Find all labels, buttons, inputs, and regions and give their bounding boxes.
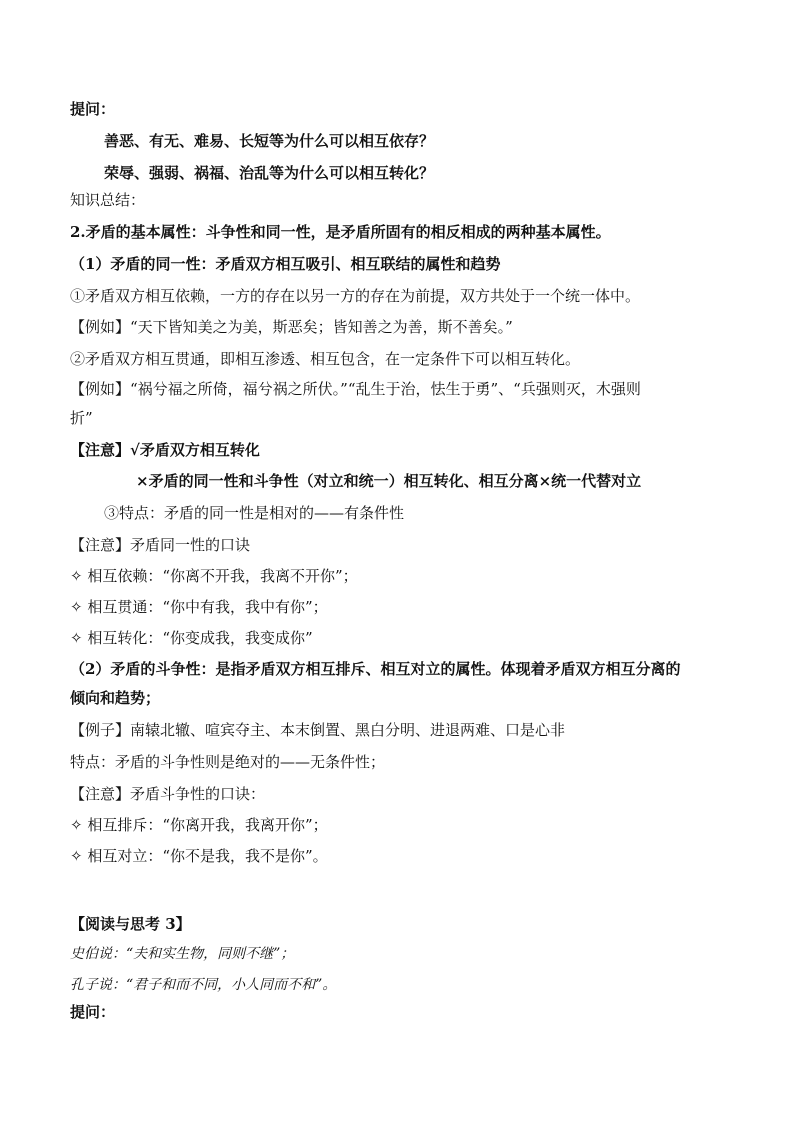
- question-item: 善恶、有无、难易、长短等为什么可以相互依存？: [104, 132, 435, 150]
- note-text: 【注意】矛盾同一性的口诀: [70, 536, 251, 554]
- note-text: ×矛盾的同一性和斗争性（对立和统一）相互转化、相互分离×统一代替对立: [136, 472, 642, 490]
- section-heading: 知识总结：: [70, 191, 146, 209]
- example-text-continued: 折”: [70, 409, 93, 427]
- example-text: 【例如】“祸兮福之所倚，福兮祸之所伏。”“乱生于治，怯生于勇”、“兵强则灭，木强则: [70, 380, 641, 398]
- note-text: 【注意】矛盾斗争性的口诀：: [70, 785, 266, 803]
- subtopic-heading: （1）矛盾的同一性：矛盾双方相互吸引、相互联结的属性和趋势: [70, 255, 501, 273]
- topic-heading: 2.矛盾的基本属性：斗争性和同一性，是矛盾所固有的相反相成的两种基本属性。: [70, 223, 611, 241]
- body-text: ①矛盾双方相互依赖，一方的存在以另一方的存在为前提，双方共处于一个统一体中。: [70, 287, 641, 305]
- subtopic-heading-continued: 倾向和趋势；: [70, 689, 161, 707]
- reading-heading: 【阅读与思考 3】: [70, 915, 191, 933]
- mnemonic-item: ✧ 相互对立：“你不是我，我不是你”。: [70, 847, 328, 865]
- mnemonic-item: ✧ 相互排斥：“你离开我，我离开你”；: [70, 816, 328, 834]
- question-label: 提问：: [70, 1003, 116, 1021]
- body-text: ②矛盾双方相互贯通，即相互渗透、相互包含，在一定条件下可以相互转化。: [70, 350, 581, 368]
- mnemonic-item: ✧ 相互依赖：“你离不开我，我离不开你”；: [70, 567, 358, 585]
- quote-text: 孔子说：“君子和而不同，小人同而不和”。: [70, 977, 337, 993]
- mnemonic-item: ✧ 相互转化：“你变成我，我变成你”: [70, 629, 313, 647]
- example-text: 【例如】“天下皆知美之为美，斯恶矣；皆知善之为善，斯不善矣。”: [70, 318, 513, 336]
- quote-text: 史伯说：“夫和实生物，同则不继”；: [70, 946, 295, 962]
- body-text: ③特点：矛盾的同一性是相对的——有条件性: [104, 504, 405, 522]
- body-text: 特点：矛盾的斗争性则是绝对的——无条件性；: [70, 753, 386, 771]
- question-label: 提问：: [70, 100, 116, 118]
- subtopic-heading: （2）矛盾的斗争性：是指矛盾双方相互排斥、相互对立的属性。体现着矛盾双方相互分离的: [70, 660, 681, 678]
- mnemonic-item: ✧ 相互贯通：“你中有我，我中有你”；: [70, 598, 328, 616]
- example-text: 【例子】南辕北辙、喧宾夺主、本末倒置、黑白分明、进退两难、口是心非: [70, 721, 566, 739]
- note-text: 【注意】√矛盾双方相互转化: [70, 441, 260, 459]
- question-item: 荣辱、强弱、祸福、治乱等为什么可以相互转化？: [104, 164, 435, 182]
